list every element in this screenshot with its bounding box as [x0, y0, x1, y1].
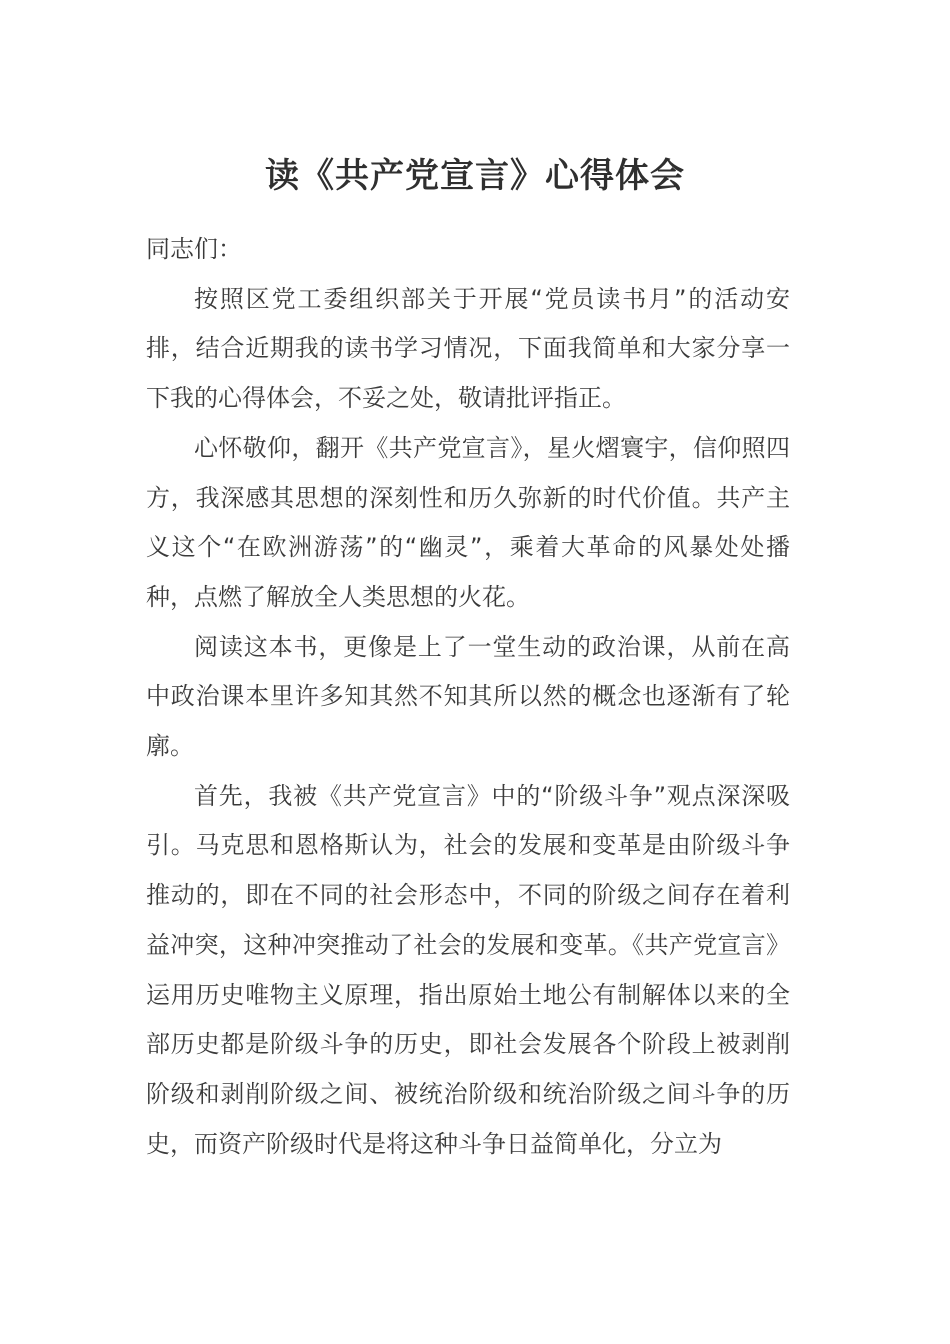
- paragraph-class-struggle: 首先，我被《共产党宣言》中的“阶级斗争”观点深深吸引。马克思和恩格斯认为，社会的发展和变革是由阶级斗争推动的，即在不同的社会形态中，不同的阶级之间存在着利益冲突，这种冲突推动了社会的发展和变革。《共产党宣言》运用历史唯物主义原理，指出原始土地公有制解体以来的全部历史都是阶级斗争的历史，即社会发展各个阶段上被剥削阶级和剥削阶级之间、被统治阶级和统治阶级之间斗争的历史，而资产阶级时代是将这种斗争日益简单化，分立为: [146, 781, 790, 1158]
- document-title: 读《共产党宣言》心得体会: [265, 156, 685, 196]
- paragraph-political-lesson: 阅读这本书，更像是上了一堂生动的政治课，从前在高中政治课本里许多知其然不知其所以然的概念也逐渐有了轮廓。: [146, 632, 790, 761]
- paragraph-reverence: 心怀敬仰，翻开《共产党宣言》，星火熠寰宇，信仰照四方，我深感其思想的深刻性和历久弥新的时代价值。共产主义这个“在欧洲游荡”的“幽灵”，乘着大革命的风暴处处播种，点燃了解放全人类思想的火花。: [146, 433, 790, 611]
- paragraph-intro: 按照区党工委组织部关于开展“党员读书月”的活动安排，结合近期我的读书学习情况，下面我简单和大家分享一下我的心得体会，不妥之处，敬请批评指正。: [146, 284, 790, 413]
- salutation: 同志们：: [146, 235, 242, 263]
- document-body: [146, 225, 790, 1169]
